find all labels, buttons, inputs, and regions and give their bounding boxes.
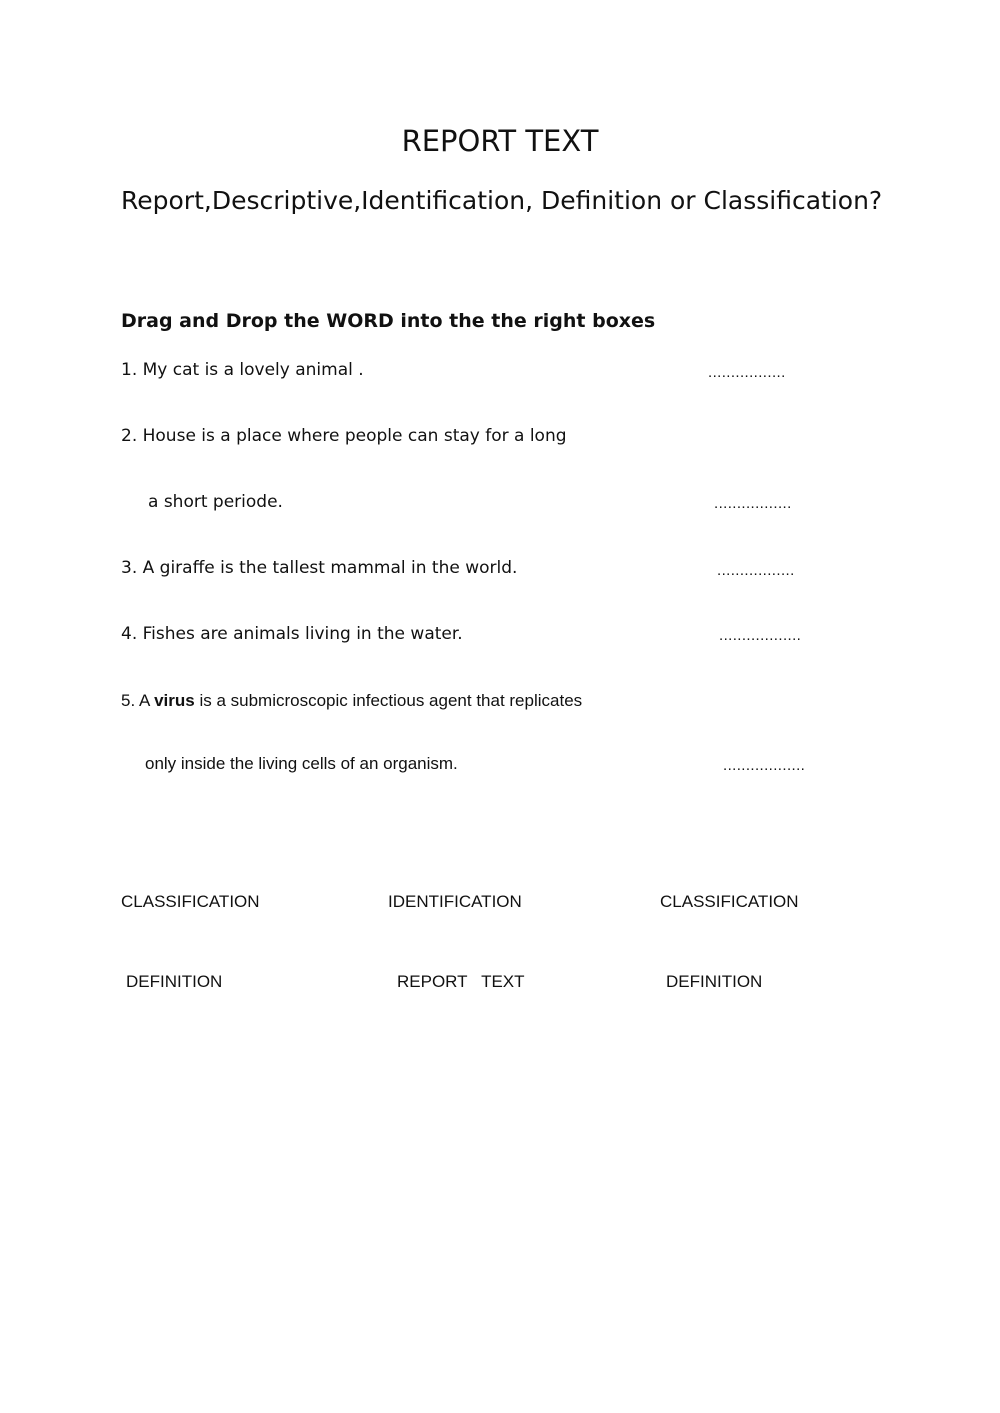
page-title: REPORT TEXT bbox=[401, 124, 599, 158]
question-3-text: 3. A giraffe is the tallest mammal in the world. bbox=[121, 558, 518, 578]
question-5-text-line1 bbox=[121, 691, 582, 711]
question-5-suffix: is a submicroscopic infectious agent that replicates bbox=[194, 691, 583, 710]
question-5-text-line2: only inside the living cells of an organism. bbox=[145, 754, 458, 773]
question-5-prefix: 5. A bbox=[121, 691, 155, 710]
word-bank-item[interactable]: DEFINITION bbox=[126, 972, 223, 991]
word-bank-item[interactable]: IDENTIFICATION bbox=[388, 892, 522, 911]
question-2-text-line1: 2. House is a place where people can stay for a long bbox=[121, 426, 567, 446]
instruction-text: Drag and Drop the WORD into the the right boxes bbox=[121, 310, 656, 332]
page-subtitle: Report,Descriptive,Identification, Definition or Classification? bbox=[121, 186, 883, 215]
question-4-drop-box[interactable]: .................. bbox=[719, 627, 802, 644]
question-5-bold-term: virus bbox=[154, 691, 195, 710]
question-3-drop-box[interactable]: ................. bbox=[717, 562, 795, 579]
word-bank-item[interactable]: CLASSIFICATION bbox=[121, 892, 260, 911]
question-2-drop-box[interactable]: ................. bbox=[714, 495, 792, 512]
word-bank-item[interactable]: REPORT TEXT bbox=[397, 972, 525, 991]
question-2-text-line2: a short periode. bbox=[148, 492, 283, 512]
question-4-text: 4. Fishes are animals living in the water. bbox=[121, 624, 463, 644]
word-bank-item[interactable]: DEFINITION bbox=[666, 972, 763, 991]
question-1-drop-box[interactable]: ................. bbox=[708, 364, 786, 381]
question-5-drop-box[interactable]: .................. bbox=[723, 757, 806, 774]
question-1-text: 1. My cat is a lovely animal . bbox=[121, 360, 364, 380]
word-bank-item[interactable]: CLASSIFICATION bbox=[660, 892, 799, 911]
